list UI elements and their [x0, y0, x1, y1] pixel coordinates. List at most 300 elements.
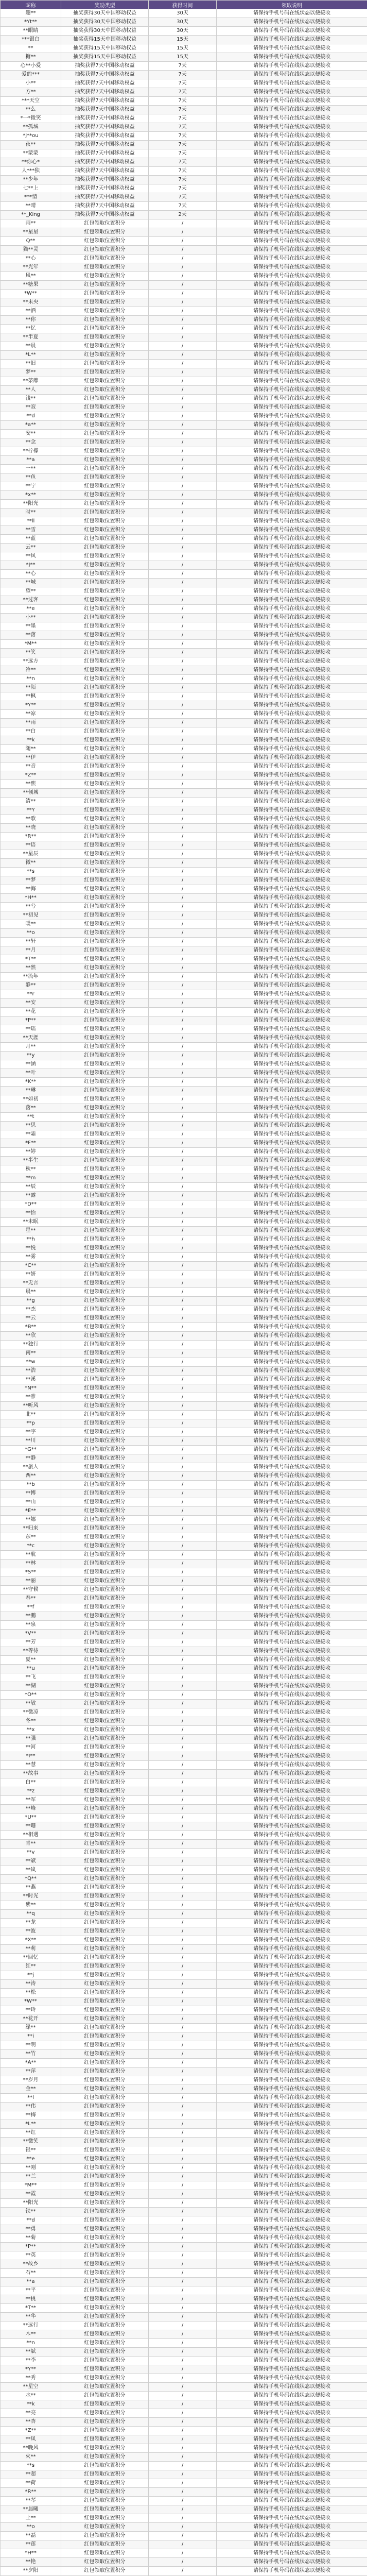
cell-nickname: **军	[1, 1796, 61, 1805]
cell-nickname: **凤	[1, 2435, 61, 2444]
cell-instructions: 请保持手机号码在线状态以便接收	[217, 1586, 367, 1595]
cell-duration: /	[149, 999, 217, 1008]
cell-nickname: **j	[1, 1971, 61, 1980]
cell-duration: /	[149, 1411, 217, 1419]
cell-instructions: 请保持手机号码在线状态以便接收	[217, 2470, 367, 2479]
cell-instructions: 请保持手机号码在线状态以便接收	[217, 228, 367, 237]
cell-reward-type: 红包领取位置积分	[61, 1393, 149, 1402]
cell-duration: /	[149, 1901, 217, 1910]
cell-duration: /	[149, 1945, 217, 1954]
cell-duration: /	[149, 1962, 217, 1971]
table-row	[1, 1831, 367, 1840]
cell-duration: /	[149, 1235, 217, 1244]
cell-duration: /	[149, 1253, 217, 1262]
cell-instructions: 请保持手机号码在线状态以便接收	[217, 500, 367, 509]
cell-instructions: 请保持手机号码在线状态以便接收	[217, 1927, 367, 1936]
cell-reward-type: 红包领取位置积分	[61, 2470, 149, 2479]
table-row	[1, 1551, 367, 1560]
table-row	[1, 2015, 367, 2024]
cell-instructions: 请保持手机号码在线状态以便接收	[217, 1980, 367, 1989]
cell-duration: /	[149, 587, 217, 596]
cell-duration: /	[149, 920, 217, 929]
table-row	[1, 911, 367, 920]
cell-reward-type: 抽奖获得15天中国移动权益	[61, 53, 149, 62]
cell-nickname: **莉	[1, 1945, 61, 1954]
table-row	[1, 1402, 367, 1411]
cell-duration: /	[149, 1481, 217, 1489]
cell-instructions: 请保持手机号码在线状态以便接收	[217, 2549, 367, 2558]
table-row	[1, 2085, 367, 2094]
cell-instructions: 请保持手机号码在线状态以便接收	[217, 885, 367, 894]
cell-nickname: 浅**	[1, 395, 61, 403]
cell-nickname: *X**	[1, 1936, 61, 1945]
cell-instructions: 请保持手机号码在线状态以便接收	[217, 1700, 367, 1708]
cell-reward-type: 红包领取位置积分	[61, 2164, 149, 2173]
table-row	[1, 640, 367, 649]
cell-duration: /	[149, 1805, 217, 1814]
cell-duration: /	[149, 903, 217, 911]
cell-nickname: *Z**	[1, 2427, 61, 2435]
cell-reward-type: 红包领取位置积分	[61, 1376, 149, 1384]
cell-duration: /	[149, 263, 217, 272]
cell-instructions: 请保持手机号码在线状态以便接收	[217, 605, 367, 614]
cell-duration: /	[149, 1700, 217, 1708]
cell-duration: /	[149, 561, 217, 570]
cell-duration: /	[149, 1306, 217, 1314]
cell-instructions: 请保持手机号码在线状态以便接收	[217, 1481, 367, 1489]
cell-nickname: **d	[1, 2216, 61, 2225]
cell-reward-type: 红包领取位置积分	[61, 1148, 149, 1157]
cell-duration: /	[149, 745, 217, 754]
table-row	[1, 1279, 367, 1288]
cell-duration: /	[149, 535, 217, 544]
cell-nickname: **云	[1, 1314, 61, 1323]
header-nickname: 昵称	[1, 1, 61, 9]
cell-instructions: 请保持手机号码在线状态以便接收	[217, 535, 367, 544]
table-row	[1, 386, 367, 395]
table-row	[1, 526, 367, 535]
table-row	[1, 1157, 367, 1165]
cell-reward-type: 红包领取位置积分	[61, 833, 149, 841]
cell-reward-type: 抽奖获得7天中国移动权益	[61, 141, 149, 149]
table-row	[1, 675, 367, 684]
table-row	[1, 1577, 367, 1586]
cell-instructions: 请保持手机号码在线状态以便接收	[217, 1805, 367, 1814]
cell-duration: /	[149, 1735, 217, 1743]
cell-instructions: 请保持手机号码在线状态以便接收	[217, 1630, 367, 1638]
table-row	[1, 509, 367, 517]
cell-reward-type: 红包领取位置积分	[61, 990, 149, 999]
cell-reward-type: 红包领取位置积分	[61, 1814, 149, 1822]
cell-reward-type: 红包领取位置积分	[61, 2357, 149, 2365]
cell-instructions: 请保持手机号码在线状态以便接收	[217, 184, 367, 193]
cell-nickname: *F**	[1, 1139, 61, 1148]
cell-nickname: **无言	[1, 1279, 61, 1288]
cell-instructions: 请保持手机号码在线状态以便接收	[217, 1402, 367, 1411]
cell-instructions: 请保持手机号码在线状态以便接收	[217, 1761, 367, 1770]
cell-reward-type: 红包领取位置积分	[61, 587, 149, 596]
cell-reward-type: 红包领取位置积分	[61, 2076, 149, 2085]
cell-duration: /	[149, 666, 217, 675]
cell-nickname: 木**	[1, 2330, 61, 2339]
table-row	[1, 1796, 367, 1805]
cell-reward-type: 红包领取位置积分	[61, 544, 149, 552]
cell-reward-type: 红包领取位置积分	[61, 237, 149, 246]
cell-instructions: 请保持手机号码在线状态以便接收	[217, 1446, 367, 1454]
table-row	[1, 465, 367, 473]
cell-nickname: **笑	[1, 649, 61, 657]
cell-nickname: **雅	[1, 1393, 61, 1402]
table-row	[1, 1612, 367, 1621]
cell-reward-type: 红包领取位置积分	[61, 509, 149, 517]
cell-reward-type: 红包领取位置积分	[61, 1962, 149, 1971]
cell-instructions: 请保持手机号码在线状态以便接收	[217, 1901, 367, 1910]
cell-reward-type: 红包领取位置积分	[61, 2286, 149, 2295]
cell-instructions: 请保持手机号码在线状态以便接收	[217, 403, 367, 412]
cell-instructions: 请保持手机号码在线状态以便接收	[217, 1542, 367, 1551]
cell-duration: /	[149, 1498, 217, 1507]
cell-nickname: **荷	[1, 2479, 61, 2488]
table-row	[1, 1113, 367, 1122]
cell-reward-type: 红包领取位置积分	[61, 1069, 149, 1078]
cell-instructions: 请保持手机号码在线状态以便接收	[217, 631, 367, 640]
cell-reward-type: 红包领取位置积分	[61, 955, 149, 964]
cell-reward-type: 红包领取位置积分	[61, 1708, 149, 1717]
cell-duration: /	[149, 430, 217, 438]
cell-duration: /	[149, 727, 217, 736]
cell-instructions: 请保持手机号码在线状态以便接收	[217, 2094, 367, 2103]
table-row	[1, 1244, 367, 1253]
table-row	[1, 1700, 367, 1708]
cell-instructions: 请保持手机号码在线状态以便接收	[217, 2392, 367, 2400]
cell-duration: /	[149, 1568, 217, 1577]
cell-nickname: **光年	[1, 263, 61, 272]
table-row	[1, 1262, 367, 1270]
cell-instructions: 请保持手机号码在线状态以便接收	[217, 1673, 367, 1682]
cell-instructions: 请保持手机号码在线状态以便接收	[217, 938, 367, 946]
cell-reward-type: 红包领取位置积分	[61, 333, 149, 342]
cell-reward-type: 红包领取位置积分	[61, 2453, 149, 2462]
cell-instructions: 请保持手机号码在线状态以便接收	[217, 2497, 367, 2505]
cell-instructions: 请保持手机号码在线状态以便接收	[217, 1603, 367, 1612]
cell-duration: /	[149, 544, 217, 552]
cell-duration: /	[149, 1665, 217, 1673]
cell-nickname: **r	[1, 990, 61, 999]
cell-duration: /	[149, 2041, 217, 2050]
table-row	[1, 114, 367, 123]
cell-reward-type: 红包领取位置积分	[61, 368, 149, 377]
table-row	[1, 219, 367, 228]
cell-duration: /	[149, 1542, 217, 1551]
cell-duration: /	[149, 2462, 217, 2470]
cell-nickname: *G**	[1, 1446, 61, 1454]
cell-duration: /	[149, 2164, 217, 2173]
cell-reward-type: 红包领取位置积分	[61, 1936, 149, 1945]
cell-reward-type: 红包领取位置积分	[61, 596, 149, 605]
cell-duration: /	[149, 762, 217, 771]
table-row	[1, 9, 367, 18]
table-row	[1, 1656, 367, 1665]
cell-reward-type: 红包领取位置积分	[61, 2243, 149, 2251]
cell-nickname: 小**	[1, 614, 61, 622]
cell-instructions: 请保持手机号码在线状态以便接收	[217, 1262, 367, 1270]
cell-instructions: 请保持手机号码在线状态以便接收	[217, 2032, 367, 2041]
cell-duration: 7天	[149, 184, 217, 193]
cell-reward-type: 红包领取位置积分	[61, 1682, 149, 1691]
cell-reward-type: 抽奖获得7天中国移动权益	[61, 114, 149, 123]
table-row	[1, 1822, 367, 1831]
cell-instructions: 请保持手机号码在线状态以便接收	[217, 1726, 367, 1735]
cell-duration: /	[149, 1183, 217, 1192]
cell-duration: /	[149, 2050, 217, 2059]
table-row	[1, 246, 367, 255]
cell-instructions: 请保持手机号码在线状态以便接收	[217, 255, 367, 263]
cell-reward-type: 红包领取位置积分	[61, 719, 149, 727]
cell-instructions: 请保持手机号码在线状态以便接收	[217, 1069, 367, 1078]
table-row	[1, 106, 367, 114]
cell-reward-type: 红包领取位置积分	[61, 570, 149, 579]
cell-nickname: *A**	[1, 2059, 61, 2067]
cell-nickname: **ll	[1, 517, 61, 526]
cell-reward-type: 红包领取位置积分	[61, 1533, 149, 1542]
cell-reward-type: 红包领取位置积分	[61, 2462, 149, 2470]
table-row	[1, 841, 367, 850]
cell-instructions: 请保持手机号码在线状态以便接收	[217, 1376, 367, 1384]
cell-nickname: *S**	[1, 1568, 61, 1577]
table-row	[1, 1533, 367, 1542]
cell-instructions: 请保持手机号码在线状态以便接收	[217, 2558, 367, 2567]
cell-nickname: **听风	[1, 1402, 61, 1411]
cell-nickname: 趣**	[1, 9, 61, 18]
cell-nickname: **晚风	[1, 2444, 61, 2453]
cell-duration: /	[149, 789, 217, 798]
cell-duration: /	[149, 2173, 217, 2181]
cell-duration: /	[149, 596, 217, 605]
cell-reward-type: 红包领取位置积分	[61, 2111, 149, 2120]
table-row	[1, 999, 367, 1008]
cell-duration: /	[149, 1708, 217, 1717]
cell-instructions: 请保持手机号码在线状态以便接收	[217, 561, 367, 570]
table-row	[1, 1778, 367, 1787]
table-row	[1, 438, 367, 447]
table-row	[1, 806, 367, 815]
table-row	[1, 2400, 367, 2409]
cell-nickname: ***天空	[1, 97, 61, 106]
table-row	[1, 815, 367, 824]
cell-instructions: 请保持手机号码在线状态以便接收	[217, 149, 367, 158]
table-row	[1, 1165, 367, 1174]
table-row	[1, 789, 367, 798]
cell-reward-type: 红包领取位置积分	[61, 1884, 149, 1892]
cell-reward-type: 红包领取位置积分	[61, 946, 149, 955]
cell-nickname: **玲	[1, 2006, 61, 2015]
cell-duration: /	[149, 1113, 217, 1122]
cell-nickname: **过客	[1, 596, 61, 605]
table-row	[1, 1665, 367, 1673]
cell-reward-type: 红包领取位置积分	[61, 1875, 149, 1884]
table-row	[1, 666, 367, 675]
cell-duration: /	[149, 2558, 217, 2567]
cell-duration: /	[149, 1332, 217, 1341]
cell-reward-type: 红包领取位置积分	[61, 2365, 149, 2374]
cell-instructions: 请保持手机号码在线状态以便接收	[217, 2453, 367, 2462]
cell-nickname: 星**	[1, 1227, 61, 1235]
cell-nickname: **城	[1, 579, 61, 587]
cell-instructions: 请保持手机号码在线状态以便接收	[217, 2321, 367, 2330]
table-row	[1, 2558, 367, 2567]
cell-instructions: 请保持手机号码在线状态以便接收	[217, 1840, 367, 1849]
cell-instructions: 请保持手机号码在线状态以便接收	[217, 1831, 367, 1840]
cell-instructions: 请保持手机号码在线状态以便接收	[217, 762, 367, 771]
cell-instructions: 请保持手机号码在线状态以便接收	[217, 1577, 367, 1586]
cell-reward-type: 红包领取位置积分	[61, 2418, 149, 2427]
cell-instructions: 请保持手机号码在线状态以便接收	[217, 876, 367, 885]
cell-instructions: 请保持手机号码在线状态以便接收	[217, 1796, 367, 1805]
cell-nickname: **川	[1, 1437, 61, 1446]
cell-instructions: 请保持手机号码在线状态以便接收	[217, 1078, 367, 1087]
cell-nickname: **	[1, 44, 61, 53]
table-row	[1, 342, 367, 351]
cell-instructions: 请保持手机号码在线状态以便接收	[217, 1411, 367, 1419]
cell-instructions: 请保持手机号码在线状态以便接收	[217, 2330, 367, 2339]
cell-nickname: **悦	[1, 1244, 61, 1253]
cell-duration: 7天	[149, 132, 217, 141]
cell-instructions: 请保持手机号码在线状态以便接收	[217, 2479, 367, 2488]
cell-reward-type: 红包领取位置积分	[61, 228, 149, 237]
cell-nickname: 晨**	[1, 1288, 61, 1297]
cell-duration: /	[149, 2330, 217, 2339]
cell-duration: /	[149, 2243, 217, 2251]
cell-reward-type: 红包领取位置积分	[61, 964, 149, 973]
cell-nickname: **k	[1, 736, 61, 745]
cell-duration: /	[149, 684, 217, 692]
cell-duration: /	[149, 2497, 217, 2505]
cell-reward-type: 红包领取位置积分	[61, 2532, 149, 2540]
cell-nickname: **故乡	[1, 2260, 61, 2269]
table-row	[1, 2120, 367, 2129]
table-row	[1, 1919, 367, 1927]
cell-instructions: 请保持手机号码在线状态以便接收	[217, 202, 367, 211]
cell-reward-type: 红包领取位置积分	[61, 1621, 149, 1630]
cell-duration: /	[149, 1446, 217, 1454]
cell-instructions: 请保持手机号码在线状态以便接收	[217, 1384, 367, 1393]
cell-duration: /	[149, 2321, 217, 2330]
cell-reward-type: 红包领取位置积分	[61, 1095, 149, 1104]
cell-duration: /	[149, 771, 217, 780]
table-row	[1, 1568, 367, 1577]
cell-reward-type: 红包领取位置积分	[61, 2032, 149, 2041]
table-row	[1, 1192, 367, 1200]
cell-nickname: **妍	[1, 1270, 61, 1279]
cell-duration: /	[149, 219, 217, 228]
table-row	[1, 1016, 367, 1025]
cell-duration: /	[149, 2155, 217, 2164]
cell-instructions: 请保持手机号码在线状态以便接收	[217, 920, 367, 929]
cell-duration: /	[149, 421, 217, 430]
cell-nickname: 水**	[1, 2392, 61, 2400]
cell-instructions: 请保持手机号码在线状态以便接收	[217, 158, 367, 167]
table-row	[1, 1104, 367, 1113]
cell-duration: /	[149, 1428, 217, 1437]
cell-instructions: 请保持手机号码在线状态以便接收	[217, 517, 367, 526]
cell-reward-type: 红包领取位置积分	[61, 1253, 149, 1262]
cell-reward-type: 红包领取位置积分	[61, 798, 149, 806]
cell-nickname: *R**	[1, 2488, 61, 2497]
table-row	[1, 570, 367, 579]
cell-duration: /	[149, 237, 217, 246]
cell-nickname: **你心*	[1, 158, 61, 167]
cell-duration: /	[149, 1638, 217, 1647]
cell-instructions: 请保持手机号码在线状态以便接收	[217, 798, 367, 806]
cell-nickname: **浩	[1, 1367, 61, 1376]
cell-duration: /	[149, 438, 217, 447]
cell-nickname: **刚	[1, 2164, 61, 2173]
table-row	[1, 1586, 367, 1595]
table-row	[1, 701, 367, 710]
cell-nickname: 梦**	[1, 368, 61, 377]
cell-reward-type: 红包领取位置积分	[61, 727, 149, 736]
cell-instructions: 请保持手机号码在线状态以便接收	[217, 71, 367, 79]
cell-reward-type: 红包领取位置积分	[61, 2497, 149, 2505]
cell-nickname: **孤城	[1, 123, 61, 132]
cell-instructions: 请保持手机号码在线状态以便接收	[217, 2164, 367, 2173]
cell-instructions: 请保持手机号码在线状态以便接收	[217, 1682, 367, 1691]
cell-reward-type: 红包领取位置积分	[61, 2435, 149, 2444]
cell-instructions: 请保持手机号码在线状态以便接收	[217, 894, 367, 903]
cell-reward-type: 红包领取位置积分	[61, 1279, 149, 1288]
cell-nickname: 七**上	[1, 184, 61, 193]
cell-nickname: *L**	[1, 2120, 61, 2129]
cell-duration: /	[149, 1726, 217, 1735]
cell-nickname: **静	[1, 1454, 61, 1463]
cell-instructions: 请保持手机号码在线状态以便接收	[217, 622, 367, 631]
cell-duration: /	[149, 2444, 217, 2453]
table-row	[1, 500, 367, 509]
cell-duration: /	[149, 631, 217, 640]
cell-reward-type: 红包领取位置积分	[61, 806, 149, 815]
table-row	[1, 1332, 367, 1341]
cell-duration: /	[149, 2146, 217, 2155]
table-row	[1, 1936, 367, 1945]
cell-instructions: 请保持手机号码在线状态以便接收	[217, 1087, 367, 1095]
cell-reward-type: 红包领取位置积分	[61, 1481, 149, 1489]
cell-nickname: 小**	[1, 79, 61, 88]
cell-nickname: **旧	[1, 360, 61, 368]
cell-nickname: 暖**	[1, 920, 61, 929]
table-row	[1, 2304, 367, 2313]
cell-instructions: 请保持手机号码在线状态以便接收	[217, 2462, 367, 2470]
cell-nickname: *U**	[1, 1814, 61, 1822]
table-row	[1, 290, 367, 298]
cell-reward-type: 红包领取位置积分	[61, 342, 149, 351]
cell-instructions: 请保持手机号码在线状态以便接收	[217, 1183, 367, 1192]
table-row	[1, 2199, 367, 2208]
cell-instructions: 请保持手机号码在线状态以便接收	[217, 36, 367, 44]
cell-nickname: **红	[1, 2129, 61, 2138]
table-row	[1, 1927, 367, 1936]
table-row	[1, 622, 367, 631]
cell-duration: /	[149, 640, 217, 649]
cell-instructions: 请保持手机号码在线状态以便接收	[217, 2024, 367, 2032]
cell-duration: /	[149, 1857, 217, 1866]
table-row	[1, 1875, 367, 1884]
cell-instructions: 请保持手机号码在线状态以便接收	[217, 1104, 367, 1113]
cell-instructions: 请保持手机号码在线状态以便接收	[217, 2216, 367, 2225]
cell-instructions: 请保持手机号码在线状态以便接收	[217, 736, 367, 745]
cell-instructions: 请保持手机号码在线状态以便接收	[217, 2260, 367, 2269]
cell-nickname: 云**	[1, 544, 61, 552]
cell-nickname: **然	[1, 964, 61, 973]
